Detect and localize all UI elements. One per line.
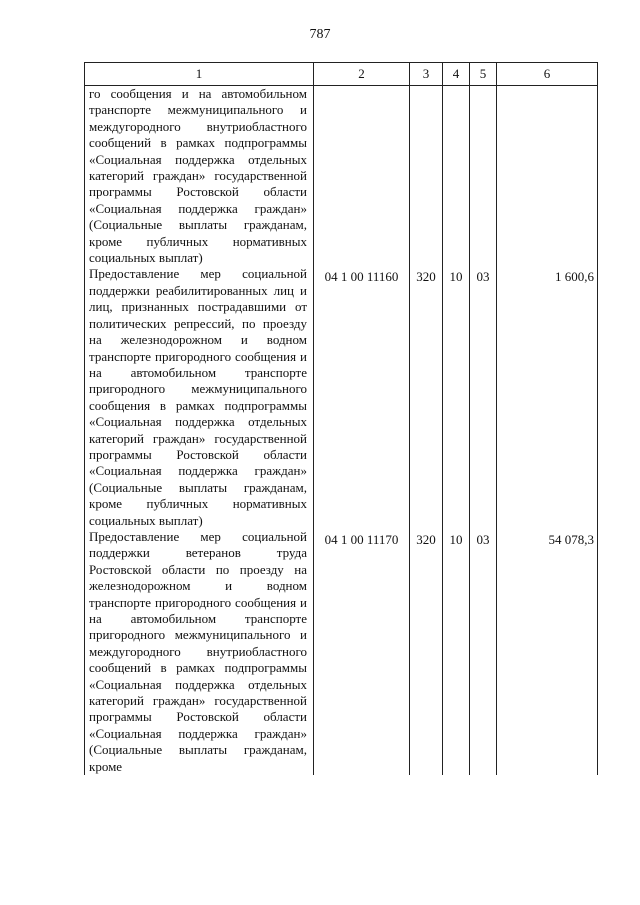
row-description: Предоставление мер социальной поддержки реабилитированных лиц и лиц, признанных пострадавшими от политических репрессий, по проезду на железнодорожном и водном транспорте пригородного сообщения и на автомобильном транспорте пригородного межмуниципального сообщения в рамках подпрограммы «Социальная поддержка отдельных категорий граждан» государственной программы Ростовской области «Социальная поддержка граждан» (Социальные выплаты гражданам, кроме публичных нормативных социальных выплат) [85, 266, 314, 529]
row-amount: 54 078,3 [497, 529, 598, 775]
table-row [85, 266, 598, 529]
row-pr: 03 [470, 266, 497, 529]
row-rz: 10 [443, 266, 470, 529]
row-code [314, 86, 410, 267]
row-kvr [410, 86, 443, 267]
table-header-row [85, 63, 598, 86]
row-description: го сообщения и на автомобильном транспорте межмуниципального и междугородного внутриобластного сообщений в рамках подпрограммы «Социальная поддержка отдельных категорий граждан» государственной программы Ростовской области «Социальная поддержка граждан» (Социальные выплаты гражданам, кроме публичных нормативных социальных выплат) [85, 86, 314, 267]
row-kvr: 320 [410, 266, 443, 529]
row-pr [470, 86, 497, 267]
table-row [85, 86, 598, 267]
page-number: 787 [309, 27, 331, 42]
row-code: 04 1 00 11170 [314, 529, 410, 775]
row-rz [443, 86, 470, 267]
row-pr: 03 [470, 529, 497, 775]
column-header: 2 [314, 63, 410, 86]
row-kvr: 320 [410, 529, 443, 775]
table-row [85, 529, 598, 775]
row-amount: 1 600,6 [497, 266, 598, 529]
row-amount [497, 86, 598, 267]
budget-table [84, 62, 598, 775]
column-header: 4 [443, 63, 470, 86]
row-rz: 10 [443, 529, 470, 775]
column-header: 3 [410, 63, 443, 86]
column-header: 5 [470, 63, 497, 86]
row-code: 04 1 00 11160 [314, 266, 410, 529]
row-description: Предоставление мер социальной поддержки ветеранов труда Ростовской области по проезду на железнодорожном и водном транспорте пригородного сообщения и на автомобильном транспорте пригородного межмуниципального и междугородного внутриобластного сообщений в рамках подпрограммы «Социальная поддержка отдельных категорий граждан» государственной программы Ростовской области «Социальная поддержка граждан» (Социальные выплаты гражданам, кроме [85, 529, 314, 775]
column-header: 1 [85, 63, 314, 86]
column-header: 6 [497, 63, 598, 86]
